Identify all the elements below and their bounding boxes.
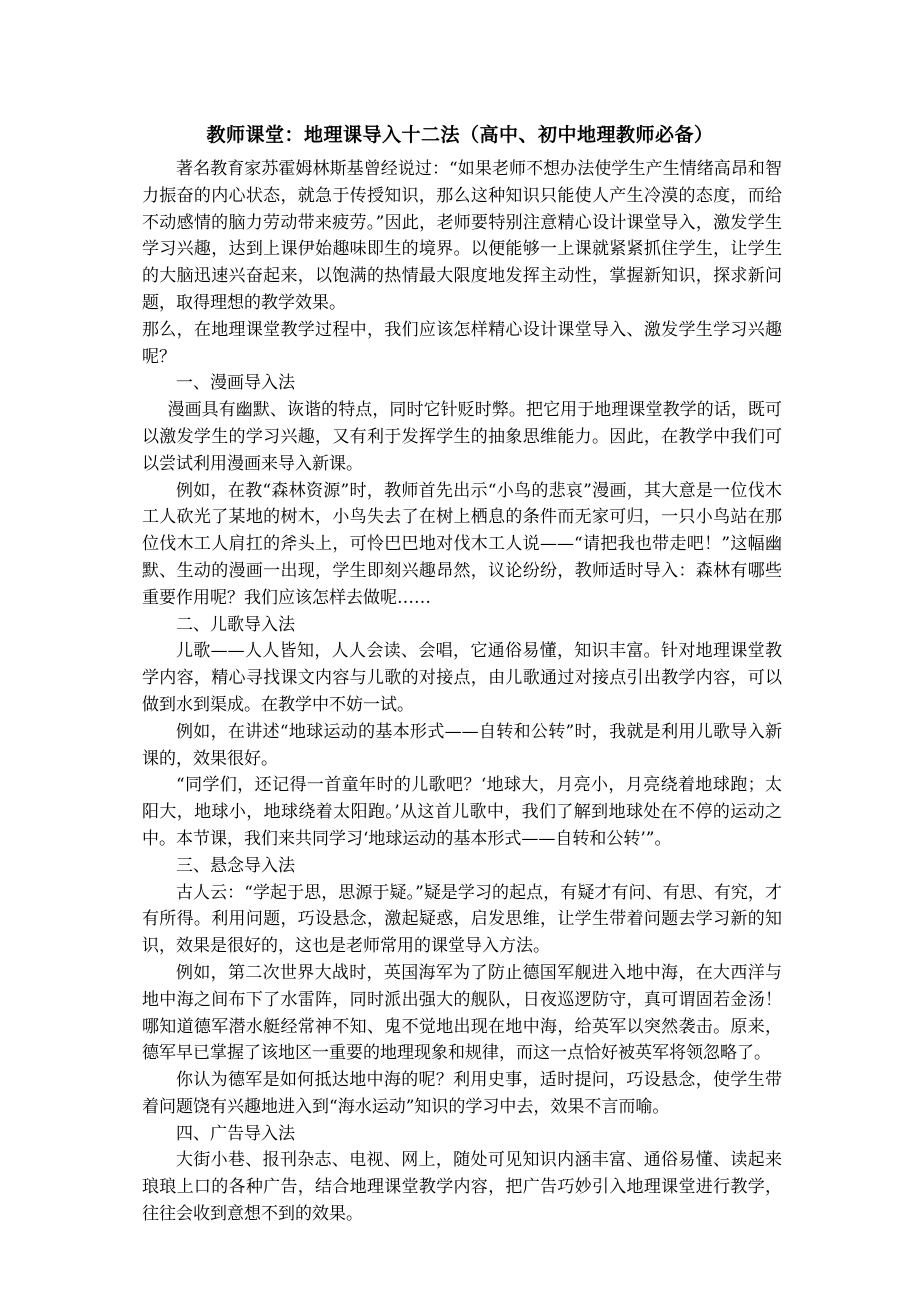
song-description-paragraph: 儿歌——人人皆知，人人会读、会唱，它通俗易懂，知识丰富。针对地理课堂教学内容，精心寻找课文内容与儿歌的对接点，由儿歌通过对接点引出教学内容，可以做到水到渠成。在教学中不妨一试。	[142, 641, 782, 715]
question-paragraph: 那么，在地理课堂教学过程中，我们应该怎样精心设计课堂导入、激发学生学习兴趣呢？	[142, 319, 782, 367]
suspense-example-paragraph: 例如，第二次世界大战时，英国海军为了防止德国军舰进入地中海，在大西洋与地中海之间布下了水雷阵，同时派出强大的舰队，日夜巡逻防守，真可谓固若金汤！哪知道德军潜水艇经常神不知、鬼不觉地出现在地中海，给英军以突然袭击。原来，德军早已掌握了该地区一重要的地理现象和规律，而这一点恰好被英军将领忽略了。	[142, 962, 782, 1064]
document-body	[142, 156, 782, 1228]
section-heading-suspense: 三、悬念导入法	[176, 855, 295, 876]
section-heading-comic: 一、漫画导入法	[176, 373, 295, 394]
section-heading-song: 二、儿歌导入法	[176, 614, 295, 635]
suspense-description-paragraph: 古人云：“学起于思，思源于疑。”疑是学习的起点，有疑才有问、有思、有究，才有所得。利用问题，巧设悬念，激起疑惑，启发思维，让学生带着问题去学习新的知识，效果是很好的，这也是老师常用的课堂导入方法。	[142, 882, 782, 957]
song-example-paragraph: 例如，在讲述“地球运动的基本形式——自转和公转”时，我就是利用儿歌导入新课的，效果很好。	[142, 721, 782, 769]
comic-description-paragraph: 漫画具有幽默、诙谐的特点，同时它针贬时弊。把它用于地理课堂教学的话，既可以激发学生的学习兴趣，又有利于发挥学生的抽象思维能力。因此，在教学中我们可以尝试利用漫画来导入新课。	[142, 400, 782, 474]
comic-example-paragraph: 例如，在教“森林资源”时，教师首先出示“小鸟的悲哀”漫画，其大意是一位伐木工人砍光了某地的树木，小鸟失去了在树上栖息的条件而无家可归，一只小鸟站在那位伐木工人肩扛的斧头上，可怜巴巴地对伐木工人说——“请把我也带走吧！”这幅幽默、生动的漫画一出现，学生即刻兴趣昂然，议论纷纷，教师适时导入：森林有哪些重要作用呢？我们应该怎样去做呢……	[142, 480, 782, 608]
advert-description-paragraph: 大街小巷、报刊杂志、电视、网上，随处可见知识内涵丰富、通俗易懂、读起来琅琅上口的各种广告，结合地理课堂教学内容，把广告巧妙引入地理课堂进行教学，往往会收到意想不到的效果。	[142, 1150, 782, 1225]
document-title: 教师课堂：地理课导入十二法（高中、初中地理教师必备）	[206, 124, 714, 146]
section-heading-advert: 四、广告导入法	[176, 1123, 295, 1144]
song-quote-paragraph: “同学们，还记得一首童年时的儿歌吧？‘地球大，月亮小，月亮绕着地球跑；太阳大，地球小，地球绕着太阳跑。’从这首儿歌中，我们了解到地球处在不停的运动之中。本节课，我们来共同学习‘地球运动的基本形式——自转和公转’”。	[142, 775, 782, 849]
intro-paragraph: 著名教育家苏霍姆林斯基曾经说过：“如果老师不想办法使学生产生情绪高昂和智力振奋的内心状态，就急于传授知识，那么这种知识只能使人产生冷漠的态度，而给不动感情的脑力劳动带来疲劳。”因此，老师要特别注意精心设计课堂导入，激发学生学习兴趣，达到上课伊始趣味即生的境界。以便能够一上课就紧紧抓住学生，让学生的大脑迅速兴奋起来，以饱满的热情最大限度地发挥主动性，掌握新知识，探求新问题，取得理想的教学效果。	[142, 159, 782, 313]
suspense-question-paragraph: 你认为德军是如何抵达地中海的呢？利用史事，适时提问，巧设悬念，使学生带着问题饶有兴趣地进入到“海水运动”知识的学习中去，效果不言而喻。	[142, 1070, 782, 1117]
